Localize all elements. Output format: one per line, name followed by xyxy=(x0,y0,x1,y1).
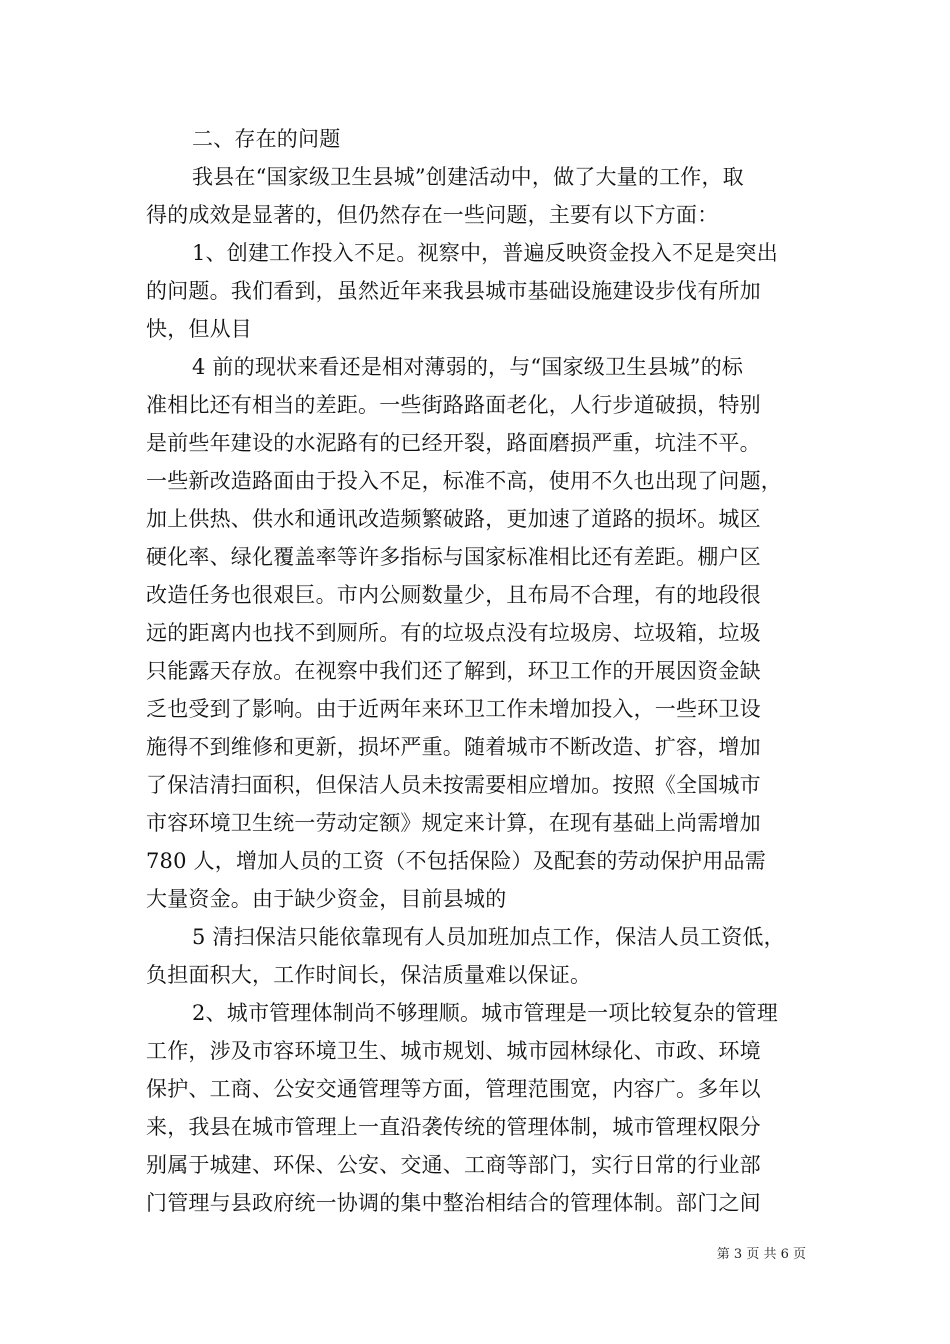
paragraph-line: 工作，涉及市容环境卫生、城市规划、城市园林绿化、市政、环境 xyxy=(146,1039,761,1063)
paragraph-line: 快，但从目 xyxy=(146,317,252,341)
paragraph-line: 市容环境卫生统一劳动定额》规定来计算，在现有基础上尚需增加 xyxy=(146,811,761,835)
paragraph-line: 负担面积大，工作时间长，保洁质量难以保证。 xyxy=(146,963,592,987)
paragraph-line: 施得不到维修和更新，损坏严重。随着城市不断改造、扩容，增加 xyxy=(146,735,761,759)
paragraph-line: 是前些年建设的水泥路有的已经开裂，路面磨损严重，坑洼不平。 xyxy=(146,431,761,455)
paragraph-line: 我县在“国家级卫生县城”创建活动中，做了大量的工作，取 xyxy=(192,165,744,189)
paragraph-line: 保护、工商、公安交通管理等方面，管理范围宽，内容广。多年以 xyxy=(146,1077,761,1101)
paragraph-line: 准相比还有相当的差距。一些街路路面老化，人行步道破损，特别 xyxy=(146,393,761,417)
paragraph-line: 乏也受到了影响。由于近两年来环卫工作未增加投入，一些环卫设 xyxy=(146,697,761,721)
paragraph-line: 只能露天存放。在视察中我们还了解到，环卫工作的开展因资金缺 xyxy=(146,659,761,683)
paragraph-line: 改造任务也很艰巨。市内公厕数量少，且布局不合理，有的地段很 xyxy=(146,583,761,607)
paragraph-line: 来，我县在城市管理上一直沿袭传统的管理体制，城市管理权限分 xyxy=(146,1115,761,1139)
paragraph-line: 得的成效是显著的，但仍然存在一些问题，主要有以下方面： xyxy=(146,203,719,227)
paragraph-line: 门管理与县政府统一协调的集中整治相结合的管理体制。部门之间 xyxy=(146,1191,761,1215)
paragraph-line: 了保洁清扫面积，但保洁人员未按需要相应增加。按照《全国城市 xyxy=(146,773,761,797)
page-number-footer: 第 3 页 共 6 页 xyxy=(716,1247,806,1262)
paragraph-line: 一些新改造路面由于投入不足，标准不高，使用不久也出现了问题， xyxy=(146,469,782,493)
document-body xyxy=(146,120,806,1222)
paragraph-line: 1、创建工作投入不足。视察中，普遍反映资金投入不足是突出 xyxy=(192,241,778,265)
paragraph-line: 780 人，增加人员的工资（不包括保险）及配套的劳动保护用品需 xyxy=(146,849,766,873)
paragraph-line: 大量资金。由于缺少资金，目前县城的 xyxy=(146,887,507,911)
paragraph-line: 别属于城建、环保、公安、交通、工商等部门，实行日常的行业部 xyxy=(146,1153,761,1177)
paragraph-line: 2、城市管理体制尚不够理顺。城市管理是一项比较复杂的管理 xyxy=(192,1001,778,1025)
paragraph-line: 5 清扫保洁只能依靠现有人员加班加点工作，保洁人员工资低， xyxy=(192,925,785,949)
paragraph-line: 4 前的现状来看还是相对薄弱的，与“国家级卫生县城”的标 xyxy=(192,355,744,379)
paragraph-line: 的问题。我们看到，虽然近年来我县城市基础设施建设步伐有所加 xyxy=(146,279,761,303)
paragraph-line: 加上供热、供水和通讯改造频繁破路，更加速了道路的损坏。城区 xyxy=(146,507,761,531)
paragraph-line: 远的距离内也找不到厕所。有的垃圾点没有垃圾房、垃圾箱，垃圾 xyxy=(146,621,761,645)
section-heading: 二、存在的问题 xyxy=(192,127,341,151)
paragraph-line: 硬化率、绿化覆盖率等许多指标与国家标准相比还有差距。棚户区 xyxy=(146,545,761,569)
